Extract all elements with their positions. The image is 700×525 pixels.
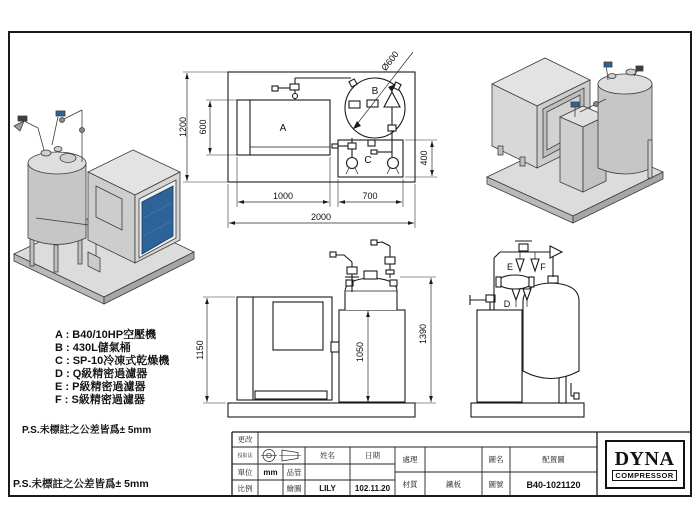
- legend-item-a: A : B40/10HP空壓機: [55, 329, 157, 341]
- side-label-filter-f: F: [540, 262, 546, 272]
- plan-view: [178, 49, 437, 228]
- titleblock-name-label: 姓名: [320, 451, 335, 460]
- titleblock-drawing-name-value: 配置圖: [542, 455, 565, 464]
- legend-item-f: F : S級精密過濾器: [55, 394, 145, 406]
- titleblock-treatment-value: [425, 447, 482, 472]
- projection-symbol-icon: [261, 450, 301, 462]
- titleblock-unit-label: 單位: [237, 467, 253, 477]
- titleblock-treatment-label: 處理: [402, 455, 418, 464]
- titleblock-material-label: 材質: [402, 480, 418, 489]
- legend-item-b: B : 430L儲氣桶: [55, 342, 131, 354]
- isometric-view-left: [14, 110, 194, 304]
- titleblock-drafter-label: 繪圖: [286, 484, 302, 493]
- logo-subtitle: COMPRESSOR: [612, 470, 676, 481]
- titleblock-date-label: 日期: [365, 451, 380, 460]
- titleblock-unit-value: mm: [263, 467, 278, 477]
- titleblock-scale-label: 比例: [237, 484, 253, 493]
- titleblock-revision-label: 更改: [237, 435, 253, 444]
- titleblock-drawing-no-value: B40-1021120: [526, 479, 581, 490]
- plan-label-dryer: C: [364, 155, 372, 166]
- dim-2000: 2000: [310, 212, 332, 222]
- tolerance-note-upper: P.S.未標註之公差皆爲± 5mm: [22, 425, 152, 436]
- logo-box: [605, 440, 685, 489]
- legend-item-c: C : SP-10冷凍式乾燥機: [55, 355, 170, 367]
- legend-item-e: E : P級精密過濾器: [55, 381, 146, 393]
- company-logo: [597, 432, 692, 497]
- dim-700: 700: [362, 191, 378, 201]
- equipment-legend: [55, 329, 169, 407]
- titleblock-material-value: 鐵板: [446, 480, 461, 489]
- dim-dia-600: Ø600: [379, 49, 401, 73]
- legend-item-d: D : Q級精密過濾器: [55, 368, 148, 380]
- dim-400: 400: [419, 150, 429, 166]
- dim-1200: 1200: [178, 116, 188, 138]
- side-label-filter-e: E: [506, 262, 514, 272]
- titleblock-drawing-name-label: 圖名: [488, 455, 504, 464]
- side-elevation-view: [470, 241, 584, 417]
- front-elevation-view: [195, 240, 436, 417]
- titleblock-projection-label: 投影法: [237, 453, 253, 459]
- titleblock-qc-label: 品管: [286, 467, 302, 477]
- dim-1000: 1000: [272, 191, 294, 201]
- isometric-view-right: [487, 58, 663, 223]
- dim-1050: 1050: [355, 341, 365, 363]
- logo-name: DYNA: [614, 447, 675, 470]
- titleblock-drawing-no-label: 圖號: [488, 480, 504, 489]
- dim-600: 600: [198, 119, 208, 135]
- plan-label-tank: B: [371, 86, 379, 97]
- dim-1390: 1390: [418, 323, 428, 345]
- plan-label-compressor: A: [279, 123, 287, 134]
- dim-1150: 1150: [195, 340, 205, 360]
- titleblock-drafter-value: LILY: [319, 484, 336, 493]
- tolerance-note-lower: P.S.未標註之公差皆爲± 5mm: [13, 478, 149, 490]
- side-label-filter-d: D: [503, 299, 511, 309]
- titleblock-draft-date: 102.11.20: [354, 484, 391, 493]
